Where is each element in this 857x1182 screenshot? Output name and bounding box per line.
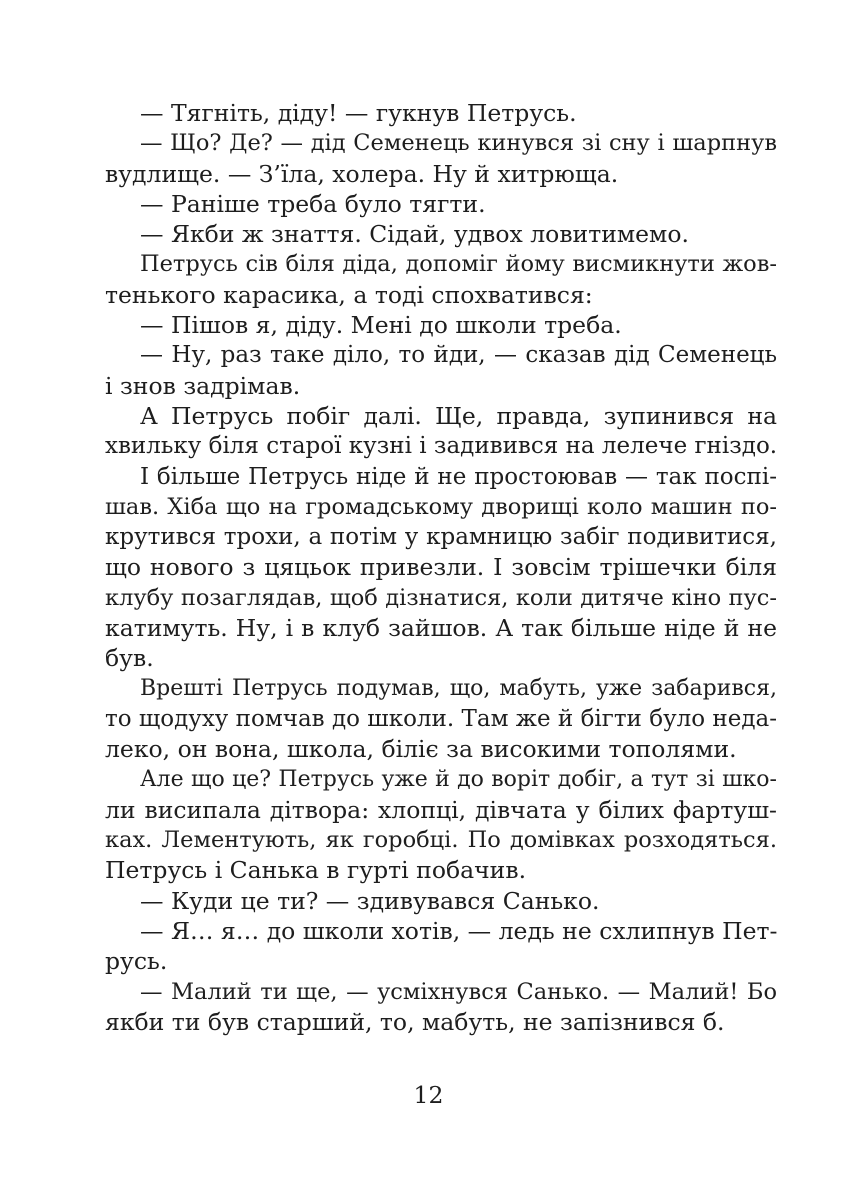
text-line: був. [105,644,154,673]
page-text-block [105,98,777,1037]
text-line: — Я… я… до школи хотів, — ледь не схлипнув Пет- [140,917,778,946]
text-line: — Ну, раз таке діло, то йди, — сказав дід Семенець [140,342,777,369]
text-line: А Петрусь побіг далі. Ще, правда, зупинився на [140,401,777,430]
text-line: — Куди це ти? — здивувався Санько. [140,886,600,915]
text-line: Але що це? Петрусь уже й до воріт добіг, а тут зі шко- [140,766,777,792]
text-line: то щодуху помчав до школи. Там же й бігти було неда- [105,705,777,732]
text-line: — Раніше треба було тягти. [140,189,486,218]
text-line: Врешті Петрусь подумав, що, мабуть, уже забарився, [140,675,777,701]
text-line: — Тягніть, діду! — гукнув Петрусь. [140,99,577,127]
text-line: якби ти був старший, то, мабуть, не запізнився б. [105,1007,725,1036]
text-line: ли висипала дітвора: хлопці, дівчата у білих фартуш- [105,795,777,824]
text-line: Петрусь сів біля діда, допоміг йому висмикнути жов- [140,251,777,278]
text-line: тенького карасика, а тоді спохватився: [105,280,593,309]
text-line: — Якби ж знаття. Сідай, удвох ловитимемо. [140,220,689,249]
text-line: хвильку біля старої кузні і задивився на лелече гніздо. [105,433,778,460]
text-line: ках. Лементують, як горобці. По домівках розходяться. [105,827,777,854]
text-line: І більше Петрусь ніде й не простоював — так поспі- [140,463,777,490]
text-line: — Малий ти ще, — усміхнувся Санько. — Малий! Бо [140,978,777,1005]
text-line: катимуть. Ну, і в клуб зайшов. А так більше ніде й не [105,614,777,643]
text-line: клубу позаглядав, щоб дізнатися, коли дитяче кіно пус- [105,584,777,611]
text-line: русь. [105,947,168,976]
text-line: Петрусь і Санька в гурті побачив. [105,856,527,885]
text-line: що нового з цяцьок привезли. І зовсім трішечки біля [105,553,777,582]
page-number: 12 [413,1081,444,1109]
text-line: крутився трохи, а потім у крамницю забіг подивитися, [105,524,777,551]
text-line: — Що? Де? — дід Семенець кинувся зі сну і шарпнув [140,130,777,157]
text-line: леко, он вона, школа, біліє за високими тополями. [105,735,737,764]
text-line: шав. Хіба що на громадському дворищі коло машин по- [105,493,777,520]
text-line: і знов задрімав. [105,371,301,400]
text-line: вудлище. — З’їла, холера. Ну й хитрюща. [105,159,619,188]
text-line: — Пішов я, діду. Мені до школи треба. [140,311,622,340]
